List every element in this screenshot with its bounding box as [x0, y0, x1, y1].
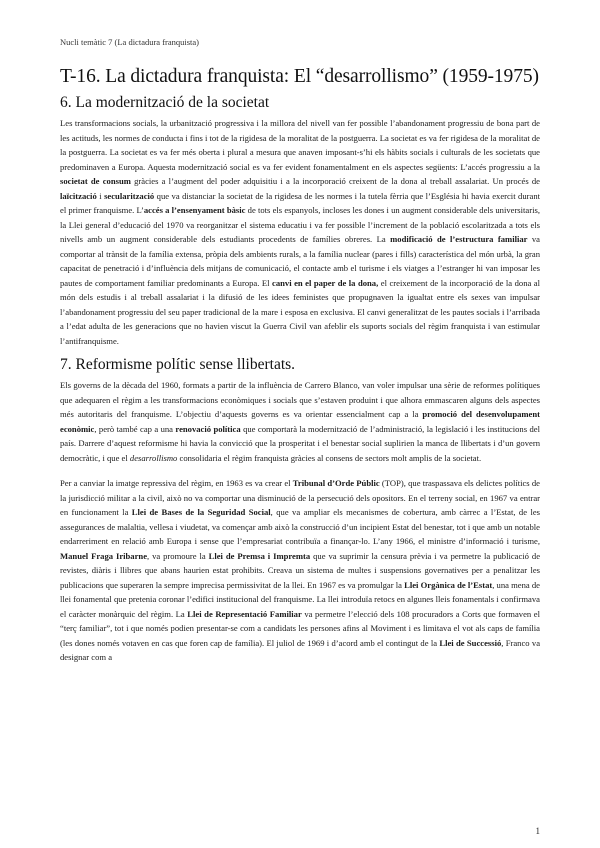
section-heading-reformisme: 7. Reformisme polític sense llibertats.	[60, 356, 296, 373]
paragraph-reformisme-2: Per a canviar la imatge repressiva del règim, en 1963 es va crear el Tribunal d’Orde Públic (TOP), que traspassava els delictes polítics de la jurisdicció militar a la civil, això no va comportar una disminució de la persecució dels opositors. En el terreny social, en 1967 va entrar en funcionament la Llei de Bases de la Seguridad Social, que va ampliar els mecanismes de cobertura, amb càrrec a l’Estat, de les assegurances de malaltia, vellesa i viudetat, va començar amb això la construcció d’un incipient Estat del benestar, tot i que amb un notable endarreriment en relació amb Europa i sense que l’empresariat contribuïa a finançar-lo. L’any 1966, el ministre d’informació i turisme, Manuel Fraga Iribarne, va promoure la Llei de Premsa i Impremta que va suprimir la censura prèvia i va permetre la publicació de revistes, diàris i llibres que abans haurien estat prohibits. Creava un sistema de multes i suspensions governatives per a penalitzar les publicacions que superaren la sempre imprecisa permissivitat de la llei. En 1967 es va promulgar la Llei Orgànica de l’Estat, una mena de llei fonamental que pretenia coronar l’edifici institucional del franquisme. La llei introduïa retocs en algunes lleis fonamentals i confirmava el caràcter monàrquic del règim. La Llei de Representació Familiar va permetre l’elecció dels 108 procuradors a Corts que formaven el “terç familiar”, tot i que només podien presentar-se com a candidats les persones afins al Moviment i es limitava el vot als caps de família (les dones només votaven en cas que foren cap de família). El juliol de 1969 i d’acord amb el contingut de la Llei de Successió, Franco va designar com a	[60, 478, 541, 662]
paragraph-modernitzacio: Les transformacions socials, la urbanització progressiva i la millora del nivell van fer possible l’abandonament progressiu de bona part de les actituds, les normes de conducta i fins i tot de la rigidesa de la moralitat de la postguerra. La societat es va fer rigidesa de la moralitat de la postguerra. La societat es va fer més oberta i plural a mesura que anaven imposant-s’hi els hàbits socials i culturals de les societats que predominaven a Europa. Aquesta modernització social es va fer evident fonamentalment en els aspectes següents: L’accés progressiu a la societat de consum gràcies a l’augment del poder adquisitiu i a la incorporació creixent de la dona al treball assalariat. Un procés de laïcització i secularització que va distanciar la societat de la rigidesa de les normes i la tutela fèrria que l’Església hi havia exercit durant el primer franquisme. L’accés a l’ensenyament bàsic de tots els espanyols, incloses les dones i un augment considerable dels universitaris, la Llei general d’educació del 1970 va reorganitzar el sistema educatiu i va fer possible l’increment de la població escolaritzada a tots els nivells amb un augment considerable dels estudiants procedents de famílies obreres. La modificació de l’estructura familiar va comportar al trànsit de la família extensa, pròpia dels ambients rurals, a la família nuclear (pares i fills) característica del món urbà, la gran capacitat de penetració i d’influència dels mitjans de comunicació, el contacte amb el turisme i els viatges a l’estranger hi van imposar les pautes de comportament familiar predominants a Europa. El canvi en el paper de la dona, el creixement de la incorporació de la dona al món dels estudis i al treball assalariat i la difusió de les idees feministes que propugnaven la igualtat entre els sexes van impulsar l’abandonament progressiu del seu paper tradicional de la mare i esposa en exclusiva. El canvi generalitzat de les pautes socials i l’arribada a l’edat adulta de les generacions que no havien viscut la Guerra Civil van afeblir els suports socials del règim franquista i van estimular l’antifranquisme.	[60, 118, 541, 346]
section-heading-modernitzacio: 6. La modernització de la societat	[60, 94, 270, 111]
paragraph-reformisme-1: Els governs de la dècada del 1960, formats a partir de la influència de Carrero Blanco, van voler impulsar una sèrie de reformes polítiques que adequaren el règim a les transformacions econòmiques i socials que s’estaven produint i que alhora emmascaren alguns dels aspectes més autoritaris del franquisme. L’objectiu d’aquests governs es va orientar essencialment cap a la promoció del desenvolupament econòmic, però també cap a una renovació política que comportarà la modernització de l’administració, la legislació i les institucions del país. Darrere d’aquest reformisme hi havia la convicció que la prosperitat i el benestar social suplirien la manca de llibertats i d’un govern democràtic, i que el desarrollismo consolidaria el règim franquista gràcies al consens de sectors molt amplis de la societat.	[60, 380, 541, 463]
document-title: T-16. La dictadura franquista: El “desarrollismo” (1959-1975)	[60, 66, 539, 87]
running-header: Nucli temàtic 7 (La dictadura franquista)	[60, 37, 200, 47]
document-body	[60, 66, 540, 665]
page-number: 1	[535, 826, 540, 836]
